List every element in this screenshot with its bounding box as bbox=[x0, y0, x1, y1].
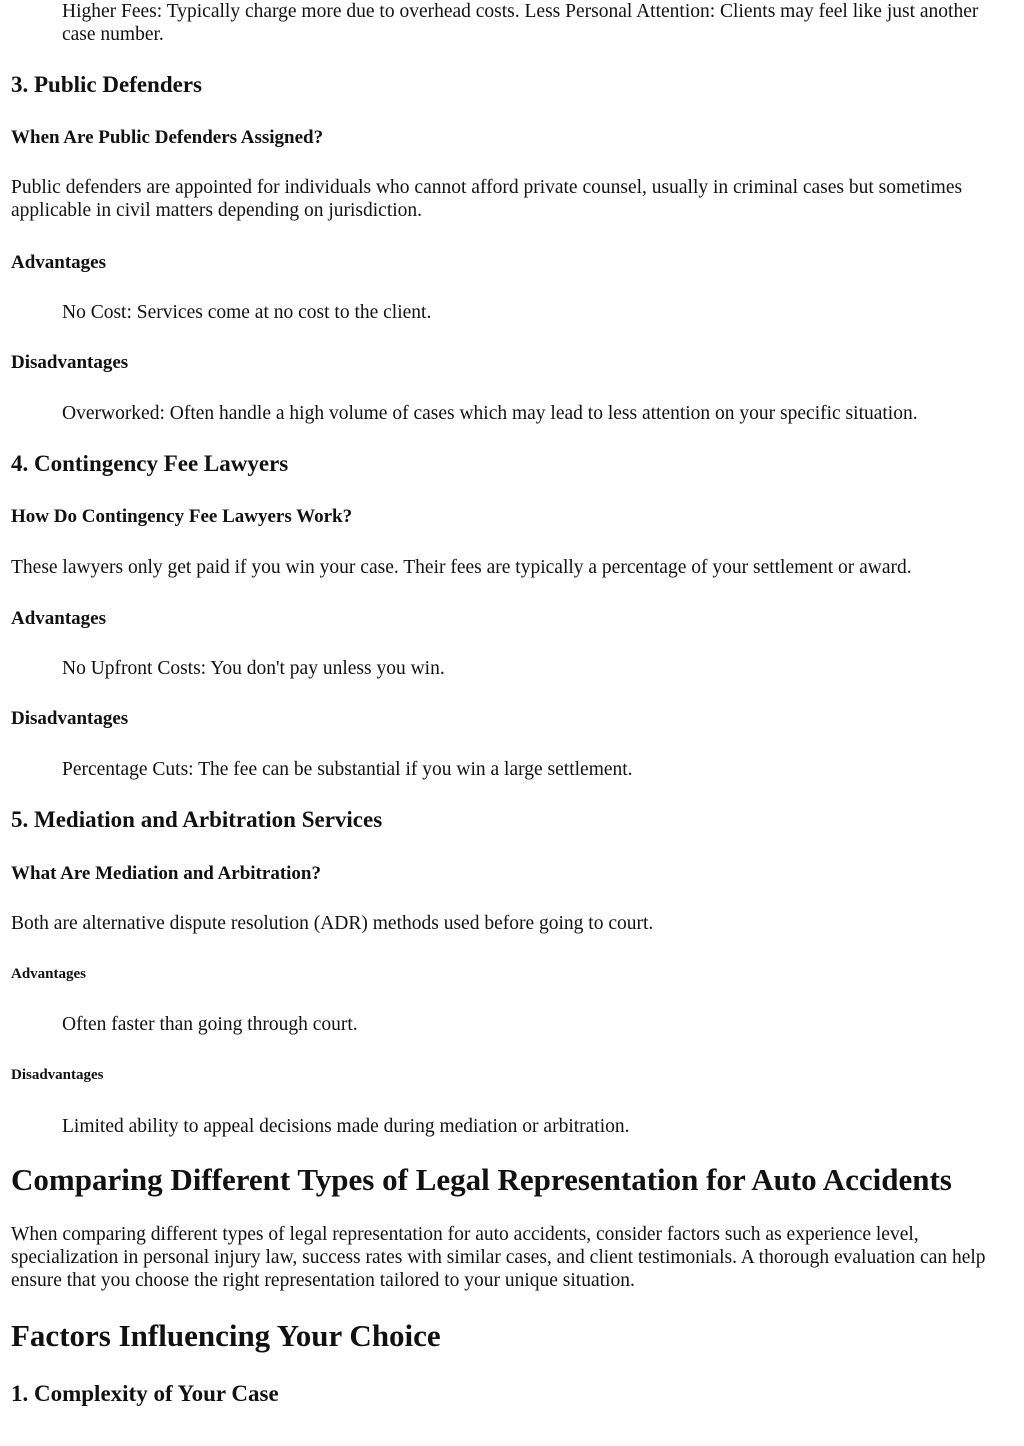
list-item-overworked: Overworked: Often handle a high volume of cases which may lead to less attention on your specific situation. bbox=[62, 403, 918, 424]
section-heading-factors: Factors Influencing Your Choice bbox=[11, 1318, 441, 1353]
section-heading-contingency: 4. Contingency Fee Lawyers bbox=[11, 451, 289, 476]
section-heading-public-defenders: 3. Public Defenders bbox=[11, 72, 203, 97]
paragraph-contingency: These lawyers only get paid if you win your case. Their fees are typically a percentage of your settlement or award. bbox=[11, 557, 912, 578]
subheading-public-defenders-assigned: When Are Public Defenders Assigned? bbox=[11, 127, 324, 148]
disadvantages-heading: Disadvantages bbox=[11, 708, 129, 729]
advantages-heading: Advantages bbox=[11, 252, 107, 273]
subheading-contingency-work: How Do Contingency Fee Lawyers Work? bbox=[11, 506, 353, 527]
section-heading-mediation: 5. Mediation and Arbitration Services bbox=[11, 807, 383, 832]
list-item-limited-appeal: Limited ability to appeal decisions made during mediation or arbitration. bbox=[62, 1116, 630, 1137]
list-item-faster: Often faster than going through court. bbox=[62, 1014, 358, 1035]
paragraph-comparing: When comparing different types of legal representation for auto accidents, consider factors such as experience level, specialization in personal injury law, success rates with similar cases, and client testimonials. A thorough evaluation can help ensure that you choose the right representation tailored to your unique situation. bbox=[11, 1224, 986, 1291]
disadvantages-heading: Disadvantages bbox=[11, 1067, 104, 1083]
section-heading-comparing: Comparing Different Types of Legal Representation for Auto Accidents bbox=[11, 1162, 952, 1197]
subheading-mediation-arbitration: What Are Mediation and Arbitration? bbox=[11, 863, 321, 884]
list-item-no-cost: No Cost: Services come at no cost to the client. bbox=[62, 302, 432, 323]
advantages-heading: Advantages bbox=[11, 608, 107, 629]
list-item-higher-fees: Higher Fees: Typically charge more due to overhead costs. Less Personal Attention: Clients may feel like just another case number. bbox=[62, 1, 979, 45]
subheading-complexity: 1. Complexity of Your Case bbox=[11, 1381, 279, 1406]
list-item-percentage-cuts: Percentage Cuts: The fee can be substantial if you win a large settlement. bbox=[62, 759, 633, 780]
advantages-heading: Advantages bbox=[11, 966, 87, 982]
disadvantages-heading: Disadvantages bbox=[11, 352, 129, 373]
paragraph-mediation: Both are alternative dispute resolution (ADR) methods used before going to court. bbox=[11, 913, 654, 934]
list-item-no-upfront-costs: No Upfront Costs: You don't pay unless you win. bbox=[62, 658, 445, 679]
paragraph-public-defenders: Public defenders are appointed for individuals who cannot afford private counsel, usually in criminal cases but sometimes applicable in civil matters depending on jurisdiction. bbox=[11, 177, 963, 221]
